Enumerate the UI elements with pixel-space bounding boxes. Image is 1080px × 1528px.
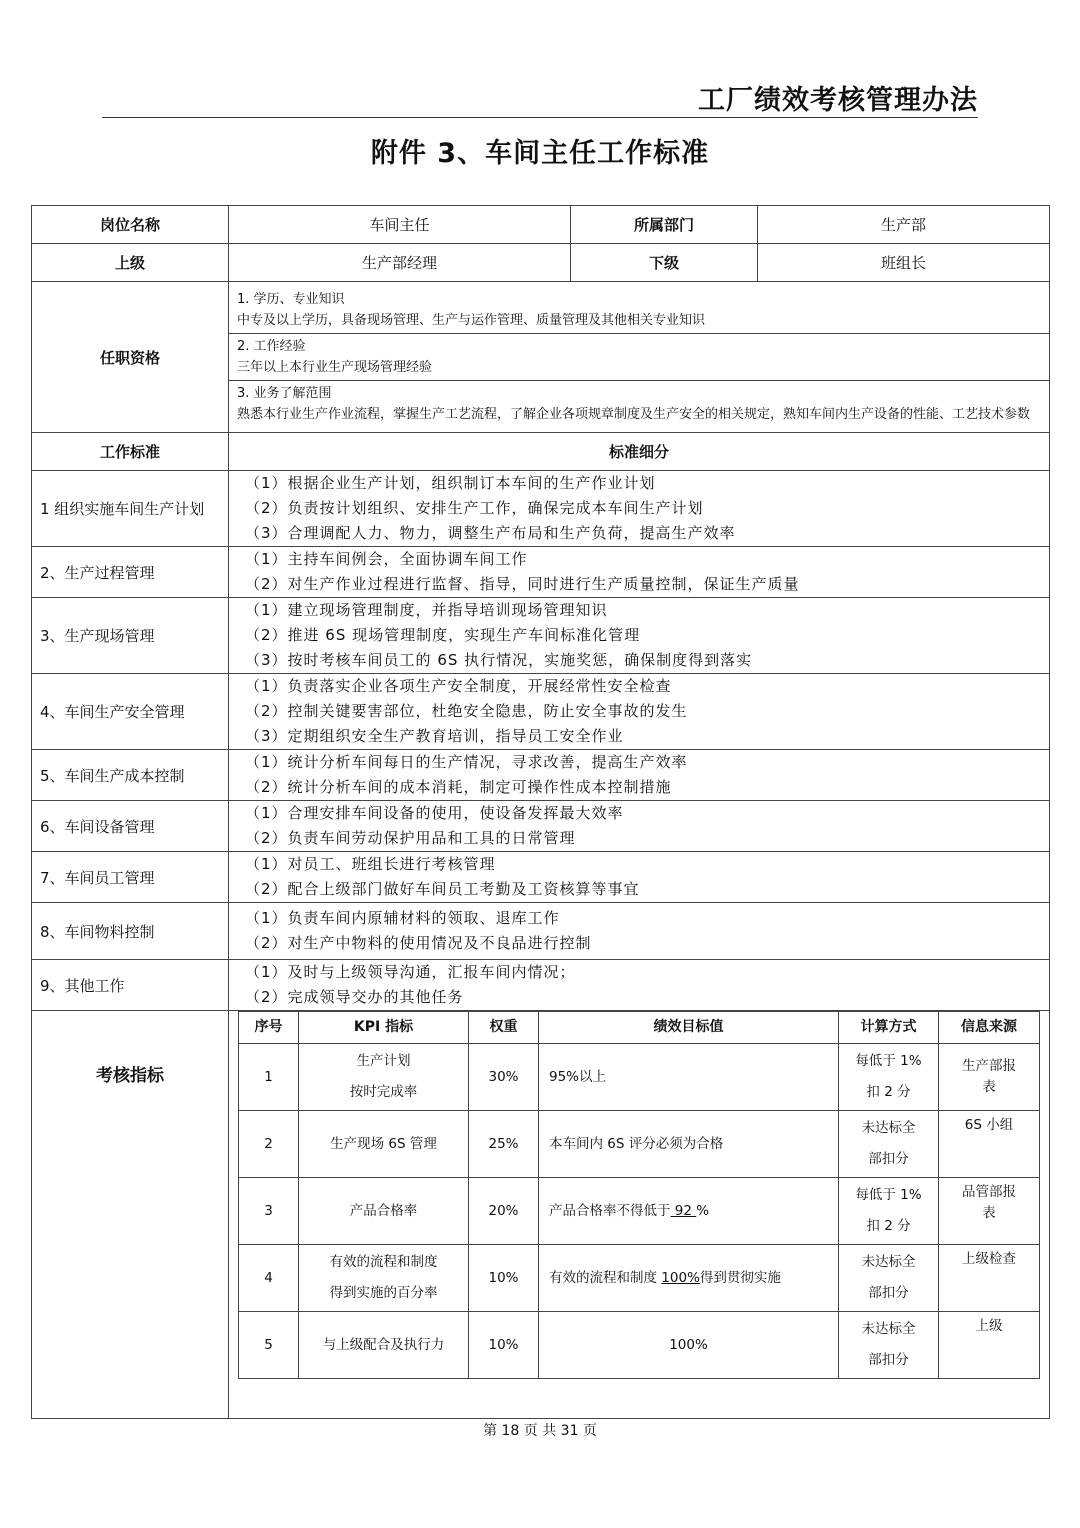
standard-items: （1）根据企业生产计划，组织制订本车间的生产作业计划 （2）负责按计划组织、安排生产工作，确保完成本车间生产计划 （3）合理调配人力、物力，调整生产布局和生产负荷，提高生产效率 [229,471,1050,547]
kpi-header-calc: 计算方式 [839,1012,939,1044]
standard-name: 3、生产现场管理 [32,598,229,674]
standard-items: （1）及时与上级领导沟通，汇报车间内情况； （2）完成领导交办的其他任务 [229,960,1050,1011]
standard-items: （1）主持车间例会，全面协调车间工作 （2）对生产作业过程进行监督、指导，同时进行生产质量控制，保证生产质量 [229,547,1050,598]
standards-col-header: 工作标准 [32,433,229,471]
kpi-header-no: 序号 [239,1012,299,1044]
kpi-section [229,1011,1050,1419]
kpi-header-name: KPI 指标 [299,1012,469,1044]
page-number: 第 18 页 共 31 页 [483,1423,597,1439]
kpi-row: 4 有效的流程和制度 得到实施的百分率 10% 有效的流程和制度 100%得到贯彻实施 未达标全 部扣分 上级检查 [239,1245,1040,1312]
position-label: 岗位名称 [32,206,229,244]
department-label: 所属部门 [571,206,758,244]
standard-name: 5、车间生产成本控制 [32,750,229,801]
department-value: 生产部 [758,206,1050,244]
document-header-title: 工厂绩效考核管理办法 [698,85,978,116]
kpi-table [238,1011,1040,1379]
standard-name: 1 组织实施车间生产计划 [32,471,229,547]
standard-name: 4、车间生产安全管理 [32,674,229,750]
kpi-row: 1 生产计划 按时完成率 30% 95%以上 每低于 1% 扣 2 分 生产部报 表 [239,1044,1040,1111]
standard-name: 8、车间物料控制 [32,903,229,960]
kpi-row: 2 生产现场 6S 管理 25% 本车间内 6S 评分必须为合格 未达标全 部扣分 6S 小组 [239,1111,1040,1178]
breakdown-col-header: 标准细分 [229,433,1050,471]
standard-name: 9、其他工作 [32,960,229,1011]
page-title: 附件 3、车间主任工作标准 [370,138,710,169]
qualification-scope: 3. 业务了解范围 熟悉本行业生产作业流程，掌握生产工艺流程，了解企业各项规章制度及生产安全的相关规定，熟知车间内生产设备的性能、工艺技术参数 [229,380,1049,427]
kpi-row: 3 产品合格率 20% 产品合格率不得低于 92 % 每低于 1% 扣 2 分 品管部报 表 [239,1178,1040,1245]
standard-items: （1）对员工、班组长进行考核管理 （2）配合上级部门做好车间员工考勤及工资核算等事宜 [229,852,1050,903]
kpi-label: 考核指标 [32,1011,229,1419]
qualifications-label: 任职资格 [32,282,229,433]
qualifications-content [229,282,1050,433]
position-value: 车间主任 [229,206,571,244]
standard-items: （1）统计分析车间每日的生产情况，寻求改善，提高生产效率 （2）统计分析车间的成本消耗，制定可操作性成本控制措施 [229,750,1050,801]
kpi-row: 5 与上级配合及执行力 10% 100% 未达标全 部扣分 上级 [239,1312,1040,1379]
standard-name: 6、车间设备管理 [32,801,229,852]
standard-items: （1）合理安排车间设备的使用，使设备发挥最大效率 （2）负责车间劳动保护用品和工具的日常管理 [229,801,1050,852]
kpi-header-source: 信息来源 [939,1012,1040,1044]
subordinate-value: 班组长 [758,244,1050,282]
qualification-experience: 2. 工作经验 三年以上本行业生产现场管理经验 [229,333,1049,380]
job-standard-table [31,205,1050,1419]
subordinate-label: 下级 [571,244,758,282]
standard-items: （1）负责落实企业各项生产安全制度，开展经常性安全检查 （2）控制关键要害部位，杜绝安全隐患，防止安全事故的发生 （3）定期组织安全生产教育培训，指导员工安全作业 [229,674,1050,750]
qualification-education: 1. 学历、专业知识 中专及以上学历，具备现场管理、生产与运作管理、质量管理及其他相关专业知识 [237,292,706,328]
standard-items: （1）建立现场管理制度，并指导培训现场管理知识 （2）推进 6S 现场管理制度，实现生产车间标准化管理 （3）按时考核车间员工的 6S 执行情况，实施奖惩，确保制度得到落实 [229,598,1050,674]
standard-name: 2、生产过程管理 [32,547,229,598]
kpi-header-weight: 权重 [469,1012,539,1044]
kpi-header-target: 绩效目标值 [539,1012,839,1044]
header-divider [102,117,978,118]
standard-name: 7、车间员工管理 [32,852,229,903]
standard-items: （1）负责车间内原辅材料的领取、退库工作 （2）对生产中物料的使用情况及不良品进行控制 [229,903,1050,960]
superior-value: 生产部经理 [229,244,571,282]
superior-label: 上级 [32,244,229,282]
